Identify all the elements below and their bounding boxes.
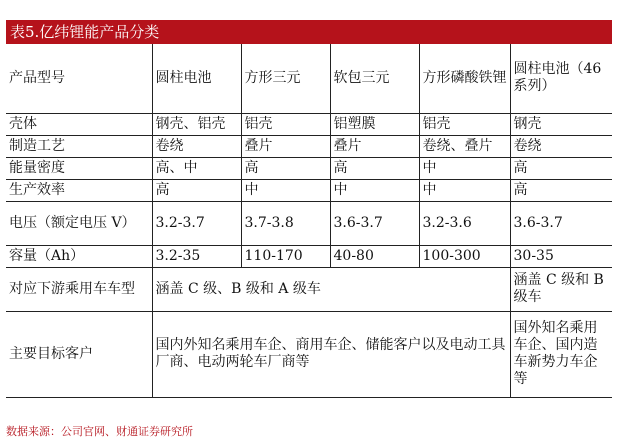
table-cell: 30-35: [510, 245, 612, 267]
table-cell: 高: [241, 157, 330, 179]
row-label: 容量（Ah）: [6, 245, 152, 267]
table-cell: 叠片: [330, 135, 419, 157]
table-cell: 高: [330, 157, 419, 179]
table-header-row: [6, 44, 612, 113]
row-label: 能量密度: [6, 157, 152, 179]
table-cell: 高: [152, 179, 241, 201]
table-cell: 涵盖 C 级、B 级和 A 级车: [152, 267, 510, 311]
table-cell: 铝壳: [241, 113, 330, 135]
table-row: [6, 179, 612, 201]
table-cell: 高: [510, 157, 612, 179]
table-cell: 国外知名乘用车企、国内造车新势力车企等: [510, 311, 612, 397]
header-cell: 圆柱电池（46 系列）: [510, 44, 612, 113]
table-cell: 铝塑膜: [330, 113, 419, 135]
table-cell: 3.2-3.7: [152, 201, 241, 245]
header-cell: 圆柱电池: [152, 44, 241, 113]
header-cell: 软包三元: [330, 44, 419, 113]
header-cell: 产品型号: [6, 44, 152, 113]
row-label: 生产效率: [6, 179, 152, 201]
header-cell: 方形三元: [241, 44, 330, 113]
row-label: 对应下游乘用车车型: [6, 267, 152, 311]
table-cell: 3.2-3.6: [419, 201, 510, 245]
table-cell: 涵盖 C 级和 B 级车: [510, 267, 612, 311]
table-title: 表5.亿纬锂能产品分类: [6, 20, 612, 44]
table-cell: 中: [241, 179, 330, 201]
table-cell: 高、中: [152, 157, 241, 179]
table-cell: 高: [510, 179, 612, 201]
table-cell: 叠片: [241, 135, 330, 157]
table-cell: 钢壳: [510, 113, 612, 135]
table-cell: 3.6-3.7: [510, 201, 612, 245]
row-label: 主要目标客户: [6, 311, 152, 397]
row-label: 制造工艺: [6, 135, 152, 157]
table-row: [6, 157, 612, 179]
source-note: 数据来源：公司官网、财通证券研究所: [6, 425, 193, 438]
table-cell: 钢壳、铝壳: [152, 113, 241, 135]
row-label: 电压（额定电压 V）: [6, 201, 152, 245]
table-cell: 100-300: [419, 245, 510, 267]
table-cell: 卷绕、叠片: [419, 135, 510, 157]
table-cell: 铝壳: [419, 113, 510, 135]
table-cell: 3.7-3.8: [241, 201, 330, 245]
table-cell: 3.6-3.7: [330, 201, 419, 245]
table-row: [6, 113, 612, 135]
table-cell: 中: [419, 157, 510, 179]
table-cell: 110-170: [241, 245, 330, 267]
table-cell: 国内外知名乘用车企、商用车企、储能客户以及电动工具厂商、电动两轮车厂商等: [152, 311, 510, 397]
table-cell: 卷绕: [510, 135, 612, 157]
table-row: [6, 311, 612, 397]
table-cell: 中: [330, 179, 419, 201]
table-cell: 卷绕: [152, 135, 241, 157]
table-cell: 3.2-35: [152, 245, 241, 267]
table-row: [6, 245, 612, 267]
table-row: [6, 267, 612, 311]
table-row: [6, 201, 612, 245]
row-label: 壳体: [6, 113, 152, 135]
table-row: [6, 135, 612, 157]
table-cell: 中: [419, 179, 510, 201]
product-classification-table: [6, 44, 612, 398]
header-cell: 方形磷酸铁锂: [419, 44, 510, 113]
table-cell: 40-80: [330, 245, 419, 267]
